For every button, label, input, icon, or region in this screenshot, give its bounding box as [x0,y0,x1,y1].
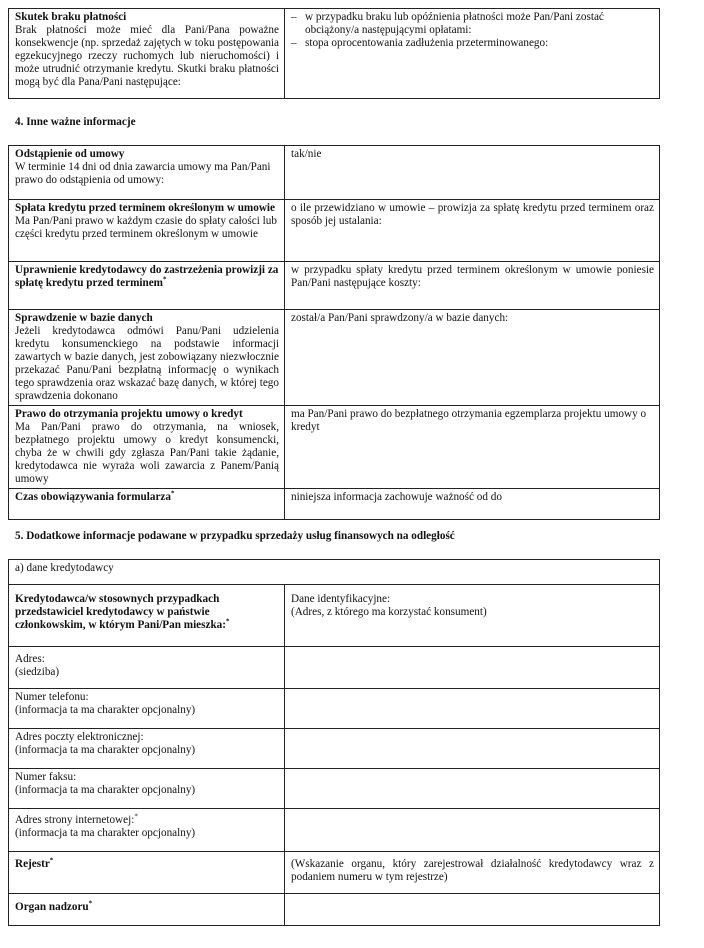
email-value-cell [285,729,660,769]
address-left-cell [9,647,285,689]
register-right-cell: (Wskazanie organu, który zarejestrował działalność kredytodawcy wraz z podaniem numeru w tym rejestrze) [285,852,660,894]
register-title: Rejestr [15,858,50,870]
early-repayment-title: Spłata kredytu przed terminem określonym w umowie [15,202,275,214]
draft-agreement-text: Ma Pan/Pani prawo do otrzymania, na wniosek, bezpłatnego projektu umowy o kredyt konsumencki, chyba że w chwili gdy zgłasza Pan/Pani takie żądanie, kredytodawca nie wyraża woli zawarcia z Panem/Panią umowy [15,421,279,485]
table-row [9,200,660,262]
table-row [9,809,660,852]
withdrawal-text: W terminie 14 dni od dnia zawarcia umowy ma Pan/Pani prawo do odstąpienia od umowy: [15,161,271,186]
table-row [9,769,660,809]
asterisk-mark: * [171,489,175,498]
representative-right-cell [285,585,660,647]
late-payment-table [8,8,660,99]
early-repayment-right-cell: o ile przewidziano w umowie – prowizja za spłatę kredytu przed terminem oraz sposób jej ustalania: [285,200,660,262]
asterisk-mark: * [226,617,230,626]
validity-title [15,491,279,504]
representative-title-a: Kredytodawca/ [15,593,89,605]
address-label: Adres: [15,653,45,665]
validity-left-cell [9,489,285,520]
commission-right-cell: w przypadku spłaty kredytu przed terminem określonym w umowie poniesie Pan/Pani następujące koszty: [285,262,660,310]
representative-title-b: w stosownych przypadkach przedstawiciel kredytodawcy w państwie członkowskim, w którym Pani/Pan mieszka: [15,593,227,631]
list-item: – stopa oprocentowania zadłużenia przeterminowanego: [291,37,654,50]
lender-data-subheading: a) dane kredytodawcy [9,560,660,585]
late-payment-right-cell [285,9,660,99]
table-row [9,729,660,769]
list-item: – w przypadku braku lub opóźnienia płatności może Pan/Pani zostać obciążony/a następującymi opłatami: [291,11,654,37]
late-payment-list [291,11,654,50]
phone-label: Numer telefonu: [15,691,89,703]
table-row [9,9,660,99]
address-value-cell [285,647,660,689]
phone-left-cell [9,689,285,729]
asterisk-mark: * [88,899,93,908]
supervision-value-cell [285,894,660,926]
commission-title [15,264,279,290]
table-row [9,310,660,406]
late-payment-text: Brak płatności może mieć dla Pani/Pana poważne konsekwencje (np. sprzedaż zajętych w toku postępowania egzekucyjnego rzeczy ruchomych lub nieruchomości) i może utrudnić otrzymanie kredytu. Skutki braku płatności mogą być dla Pana/Pani następujące: [15,24,279,88]
table-row [9,489,660,520]
identification-note: (Adres, z którego ma korzystać konsument) [291,606,487,618]
table-row [9,689,660,729]
website-value-cell [285,809,660,852]
late-payment-left-cell [9,9,285,99]
fax-label: Numer faksu: [15,771,77,783]
fax-left-cell [9,769,285,809]
validity-right-cell: niniejsza informacja zachowuje ważność od do [285,489,660,520]
early-repayment-left-cell [9,200,285,262]
supervision-title: Organ nadzoru [15,901,89,913]
website-left-cell [9,809,285,852]
fax-note: (informacja ta ma charakter opcjonalny) [15,784,196,796]
table-row [9,585,660,647]
withdrawal-right-cell: tak/nie [285,146,660,200]
draft-agreement-left-cell [9,406,285,489]
phone-note: (informacja ta ma charakter opcjonalny) [15,704,196,716]
withdrawal-left-cell [9,146,285,200]
email-note: (informacja ta ma charakter opcjonalny) [15,744,196,756]
table-row [9,852,660,894]
other-info-table [8,145,660,520]
draft-agreement-title: Prawo do otrzymania projektu umowy o kredyt [15,408,243,420]
email-label: Adres poczty elektronicznej: [15,731,144,743]
draft-agreement-right-cell: ma Pan/Pani prawo do bezpłatnego otrzymania egzemplarza projektu umowy o kredyt [285,406,660,489]
late-payment-title: Skutek braku płatności [15,11,127,23]
identification-label: Dane identyfikacyjne: [291,593,391,605]
table-row [9,262,660,310]
validity-title-text: Czas obowiązywania formularza [15,491,171,503]
table-row [9,406,660,489]
representative-left-cell [9,585,285,647]
address-note: (siedziba) [15,666,60,678]
website-note: (informacja ta ma charakter opcjonalny) [15,827,196,839]
section-5-heading: 5. Dodatkowe informacje podawane w przypadku sprzedaży usług finansowych na odległość [15,530,455,542]
early-repayment-text: Ma Pan/Pani prawo w każdym czasie do spłaty całości lub części kredytu przed terminem określonym w umowie [15,215,277,240]
database-check-left-cell [9,310,285,406]
table-row [9,146,660,200]
section-4-heading: 4. Inne ważne informacje [15,116,136,128]
register-left-cell [9,852,285,894]
asterisk-mark: * [49,856,54,865]
commission-title-text: Uprawnienie kredytodawcy do zastrzeżenia prowizji za spłatę kredytu przed terminem [15,264,279,289]
asterisk-mark: * [134,812,138,821]
lender-data-table [8,559,660,926]
phone-value-cell [285,689,660,729]
database-check-text: Jeżeli kredytodawca odmówi Panu/Pani udzielenia kredytu konsumenckiego na podstawie informacji zawartych w bazie danych, jest zobowiązany niezwłocznie przekazać Panu/Pani bezpłatną informację o wynikach tego sprawdzenia oraz wskazać bazę danych, w której tego sprawdzenia dokonano [15,325,279,402]
database-check-right-cell: został/a Pan/Pani sprawdzony/a w bazie danych: [285,310,660,406]
table-row [9,647,660,689]
website-label-text: Adres strony internetowej: [15,814,135,826]
table-row [9,894,660,926]
commission-left-cell [9,262,285,310]
table-row [9,560,660,585]
withdrawal-title: Odstąpienie od umowy [15,148,125,160]
asterisk-mark: * [163,275,167,284]
database-check-title: Sprawdzenie w bazie danych [15,312,153,324]
email-left-cell [9,729,285,769]
fax-value-cell [285,769,660,809]
supervision-left-cell [9,894,285,926]
website-label [15,814,279,827]
